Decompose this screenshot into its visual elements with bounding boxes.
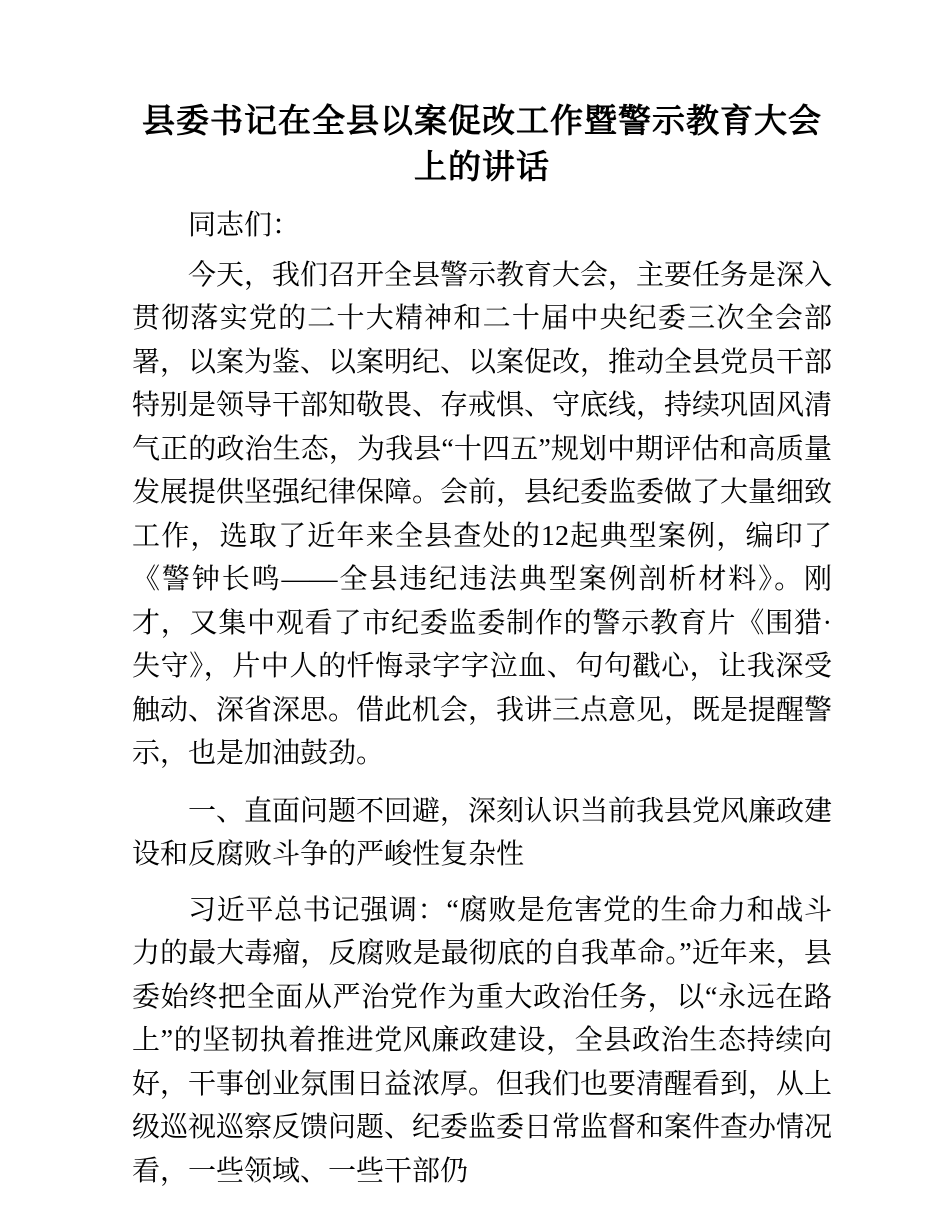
document-title: 县委书记在全县以案促改工作暨警示教育大会上的讲话	[142, 102, 822, 185]
body-paragraph-1: 今天，我们召开全县警示教育大会，主要任务是深入贯彻落实党的二十大精神和二十届中央纪委三次全会部署，以案为鉴、以案明纪、以案促改，推动全县党员干部特别是领导干部知敬畏、存戒惧、守底线，持续巩固风清气正的政治生态，为我县“十四五”规划中期评估和高质量发展提供坚强纪律保障。会前，县纪委监委做了大量细致工作，选取了近年来全县查处的12起典型案例，编印了《警钟长鸣——全县违纪违法典型案例剖析材料》。刚才，又集中观看了市纪委监委制作的警示教育片《围猎·失守》，片中人的忏悔录字字泣血、句句戳心，让我深受触动、深省深思。借此机会，我讲三点意见，既是提醒警示，也是加油鼓劲。	[132, 259, 833, 769]
greeting-line: 同志们：	[188, 210, 301, 241]
section-heading-1: 一、直面问题不回避，深刻认识当前我县党风廉政建设和反腐败斗争的严峻性复杂性	[132, 795, 833, 870]
body-paragraph-2: 习近平总书记强调：“腐败是危害党的生命力和战斗力的最大毒瘤，反腐败是最彻底的自我革命。”近年来，县委始终把全面从严治党作为重大政治任务，以“永远在路上”的坚韧执着推进党风廉政建设，全县政治生态持续向好，干事创业氛围日益浓厚。但我们也要清醒看到，从上级巡视巡察反馈问题、纪委监委日常监督和案件查办情况看，一些领域、一些干部仍	[132, 894, 833, 1187]
